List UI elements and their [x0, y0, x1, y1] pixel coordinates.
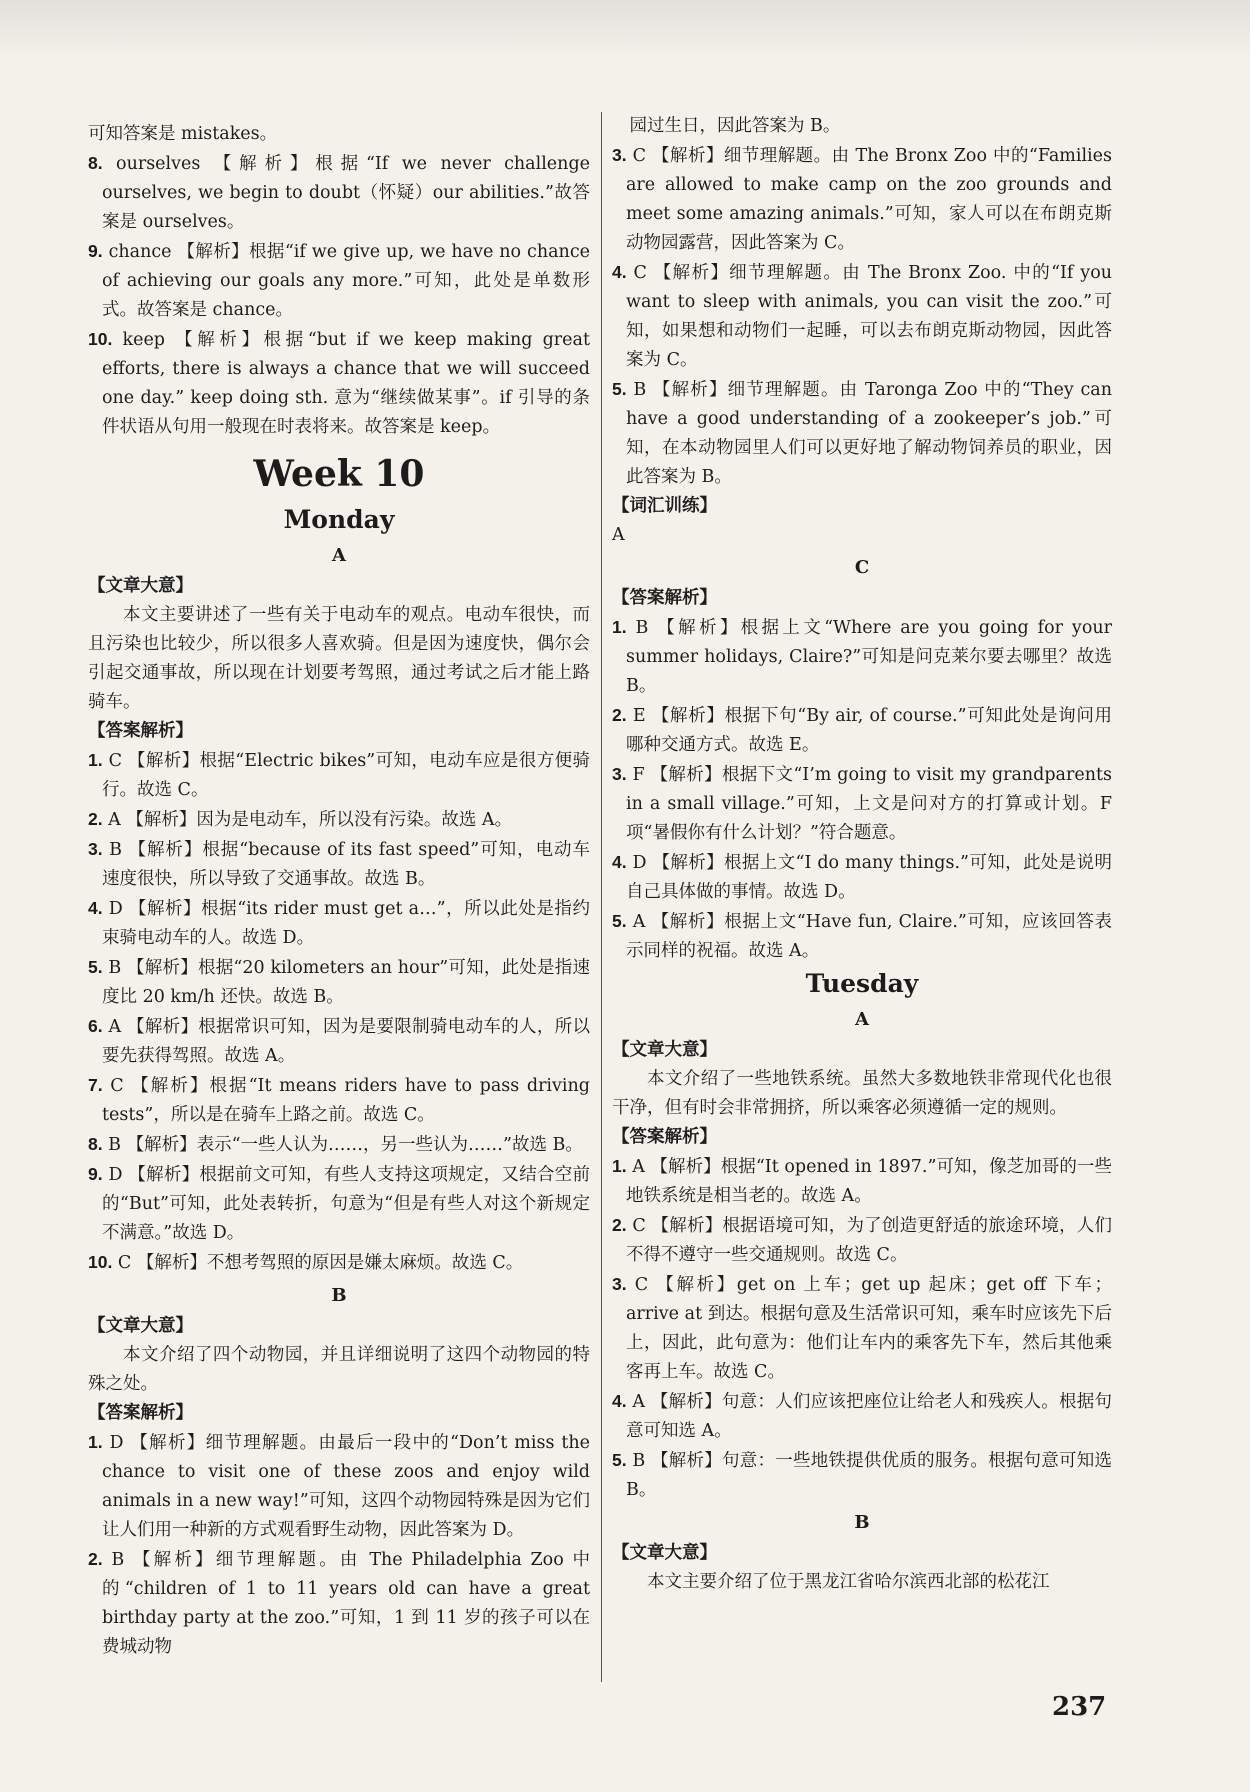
answer-item	[612, 907, 1112, 966]
item-text: A 【解析】句意：人们应该把座位让给老人和残疾人。根据句意可知选 A。	[626, 1392, 1112, 1441]
day-title: Monday	[283, 505, 395, 534]
section-heading: 【答案解析】	[612, 588, 717, 608]
section-heading: 【答案解析】	[88, 1403, 193, 1423]
left-column	[88, 120, 590, 1662]
item-number: 5.	[88, 957, 103, 977]
item-text: D 【解析】根据“its rider must get a…”，所以此处是指约束骑电动车的人。故选 D。	[102, 899, 590, 948]
item-text: F 【解析】根据下文“I’m going to visit my grandparents in a small village.”可知，上文是问对方的打算或计划。F 项“暑假你有什么计划？”符合题意。	[626, 765, 1112, 843]
item-text: C 【解析】细节理解题。由 The Bronx Zoo 中的“Families are allowed to make camp on the zoo grounds and meet some amazing animals.”可知，家人可以在布朗克斯动物园露营，因此答案为 C。	[626, 146, 1112, 253]
item-number: 2.	[88, 1549, 103, 1569]
answer-item	[88, 894, 590, 953]
item-number: 10.	[88, 1252, 113, 1272]
answer-item	[612, 258, 1112, 375]
item-text: chance 【解析】根据“if we give up, we have no chance of achieving our goals any more.”可知，此处是单数形式。故答案是 chance。	[102, 242, 590, 320]
answer-item	[612, 760, 1112, 848]
day-title: Tuesday	[805, 969, 919, 998]
section-heading: 【词汇训练】	[612, 496, 717, 516]
section-heading: 【答案解析】	[88, 721, 193, 741]
item-number: 1.	[612, 1156, 627, 1176]
item-text: C 【解析】不想考驾照的原因是嫌太麻烦。故选 C。	[112, 1253, 524, 1273]
answer-item	[612, 1270, 1112, 1387]
item-number: 3.	[612, 1274, 627, 1294]
item-text: C 【解析】get on 上车；get up 起床；get off 下车；arrive at 到达。根据句意及生活常识可知，乘车时应该先下后上，因此，此句意为：他们让车内的乘客先下车，然后其他乘客再上车。故选 C。	[626, 1275, 1112, 1382]
answer-item	[88, 1071, 590, 1130]
scan-shadow	[0, 0, 1250, 60]
answer-item	[88, 1160, 590, 1248]
answer-item	[88, 325, 590, 442]
summary-paragraph: 本文介绍了一些地铁系统。虽然大多数地铁非常现代化也很干净，但有时会非常拥挤，所以乘客必须遵循一定的规则。	[612, 1069, 1112, 1118]
item-text: D 【解析】根据前文可知，有些人支持这项规定，又结合空前的“But”可知，此处表转折，句意为“但是有些人对这个新规定不满意。”故选 D。	[102, 1165, 590, 1243]
page-number: 237	[1052, 1692, 1107, 1722]
answer-item	[88, 237, 590, 325]
item-text: A 【解析】根据上文“Have fun, Claire.”可知，应该回答表示同样的祝福。故选 A。	[626, 912, 1112, 961]
item-text: E 【解析】根据下句“By air, of course.”可知此处是询问用哪种交通方式。故选 E。	[626, 706, 1112, 755]
passage-letter: B	[854, 1512, 870, 1533]
answer-item	[88, 1012, 590, 1071]
passage-letter: A	[332, 545, 346, 566]
item-text: B 【解析】句意：一些地铁提供优质的服务。根据句意可知选 B。	[626, 1451, 1112, 1500]
summary-paragraph: 本文主要讲述了一些有关于电动车的观点。电动车很快，而且污染也比较少，所以很多人喜欢骑。但是因为速度快，偶尔会引起交通事故，所以现在计划要考驾照，通过考试之后才能上路骑车。	[88, 605, 590, 712]
answer-item	[88, 1428, 590, 1545]
item-text: D 【解析】根据上文“I do many things.”可知，此处是说明自己具体做的事情。故选 D。	[626, 853, 1112, 902]
answer-item	[612, 613, 1112, 701]
paragraph: 可知答案是 mistakes。	[88, 124, 278, 144]
item-text: B 【解析】根据“20 kilometers an hour”可知，此处是指速度比 20 km/h 还快。故选 B。	[102, 958, 590, 1007]
item-number: 9.	[88, 1164, 103, 1184]
item-number: 5.	[612, 911, 627, 931]
item-number: 4.	[88, 898, 103, 918]
item-number: 4.	[612, 1391, 627, 1411]
item-text: B 【解析】细节理解题。由 Taronga Zoo 中的“They can have a good understanding of a zookeeper’s job.”可知，在本动物园里人们可以更好地了解动物饲养员的职业，因此答案为 B。	[626, 380, 1112, 487]
item-text: C 【解析】细节理解题。由 The Bronx Zoo. 中的“If you want to sleep with animals, you can visit the zoo.”可知，如果想和动物们一起睡，可以去布朗克斯动物园，因此答案为 C。	[626, 263, 1112, 370]
item-number: 6.	[88, 1016, 103, 1036]
item-number: 3.	[88, 839, 103, 859]
item-text: C 【解析】根据语境可知，为了创造更舒适的旅途环境，人们不得不遵守一些交通规则。故选 C。	[626, 1216, 1112, 1265]
item-number: 8.	[88, 153, 103, 173]
answer-item	[612, 375, 1112, 492]
item-number: 3.	[612, 764, 627, 784]
passage-letter: B	[331, 1285, 347, 1306]
section-heading: 【文章大意】	[612, 1543, 717, 1563]
item-number: 1.	[612, 617, 627, 637]
passage-letter: A	[855, 1009, 869, 1030]
item-number: 8.	[88, 1134, 103, 1154]
item-text: B 【解析】根据“because of its fast speed”可知，电动车速度很快，所以导致了交通事故。故选 B。	[102, 840, 590, 889]
week-title: Week 10	[253, 453, 425, 495]
section-heading: 【答案解析】	[612, 1127, 717, 1147]
item-number: 2.	[88, 809, 103, 829]
item-text: A 【解析】根据常识可知，因为是要限制骑电动车的人，所以要先获得驾照。故选 A。	[102, 1017, 590, 1066]
summary-paragraph: 本文主要介绍了位于黑龙江省哈尔滨西北部的松花江	[647, 1572, 1050, 1592]
section-heading: 【文章大意】	[88, 576, 193, 596]
item-text: ourselves 【解析】根据“If we never challenge ourselves, we begin to doubt（怀疑）our abilities.”故答案是 ourselves。	[102, 154, 590, 232]
section-heading: 【文章大意】	[88, 1316, 193, 1336]
summary-paragraph: 本文介绍了四个动物园，并且详细说明了这四个动物园的特殊之处。	[88, 1345, 590, 1394]
item-text: D 【解析】细节理解题。由最后一段中的“Don’t miss the chance to visit one of these zoos and enjoy wild animals in a new way!”可知，这四个动物园特殊是因为它们让人们用一种新的方式观看野生动物，因此答案为 D。	[102, 1433, 590, 1540]
answer-item	[88, 1248, 590, 1278]
answer-item	[612, 1152, 1112, 1211]
item-text: B 【解析】细节理解题。由 The Philadelphia Zoo 中的“children of 1 to 11 years old can have a great birthday party at the zoo.”可知，1 到 11 岁的孩子可以在费城动物	[102, 1550, 590, 1657]
item-text: A 【解析】因为是电动车，所以没有污染。故选 A。	[102, 810, 513, 830]
item-text: keep 【解析】根据“but if we keep making great efforts, there is always a chance that we will succeed one day.” keep doing sth. 意为“继续做某事”。if 引导的条件状语从句用一般现在时表将来。故答案是 keep。	[102, 330, 590, 437]
answer-item	[88, 149, 590, 237]
item-number: 5.	[612, 379, 627, 399]
item-text: A 【解析】根据“It opened in 1897.”可知，像芝加哥的一些地铁系统是相当老的。故选 A。	[626, 1157, 1112, 1206]
item-number: 2.	[612, 705, 627, 725]
right-column	[612, 112, 1112, 1597]
paragraph: A	[612, 525, 625, 545]
item-number: 4.	[612, 262, 627, 282]
column-divider	[601, 112, 602, 1682]
answer-item	[88, 953, 590, 1012]
answer-item	[612, 701, 1112, 760]
answer-item	[88, 835, 590, 894]
item-number: 3.	[612, 145, 627, 165]
item-text: C 【解析】根据“It means riders have to pass driving tests”，所以是在骑车上路之前。故选 C。	[102, 1076, 590, 1125]
answer-item	[88, 805, 590, 835]
answer-item	[612, 1387, 1112, 1446]
item-text: B 【解析】表示“一些人认为……，另一些认为……”故选 B。	[102, 1135, 583, 1155]
item-number: 9.	[88, 241, 103, 261]
item-number: 7.	[88, 1075, 103, 1095]
answer-item	[612, 141, 1112, 258]
item-number: 1.	[88, 750, 103, 770]
answer-item	[88, 1545, 590, 1662]
answer-item	[612, 1446, 1112, 1505]
item-number: 5.	[612, 1450, 627, 1470]
item-text: B 【解析】根据上文“Where are you going for your summer holidays, Claire?”可知是问克莱尔要去哪里？故选 B。	[626, 618, 1112, 696]
answer-item	[612, 848, 1112, 907]
item-number: 1.	[88, 1432, 103, 1452]
passage-letter: C	[854, 557, 870, 578]
section-heading: 【文章大意】	[612, 1040, 717, 1060]
paragraph: 园过生日，因此答案为 B。	[612, 116, 841, 136]
item-number: 10.	[88, 329, 113, 349]
answer-item	[88, 1130, 590, 1160]
item-text: C 【解析】根据“Electric bikes”可知，电动车应是很方便骑行。故选 C。	[102, 751, 590, 800]
item-number: 2.	[612, 1215, 627, 1235]
answer-item	[88, 746, 590, 805]
item-number: 4.	[612, 852, 627, 872]
answer-item	[612, 1211, 1112, 1270]
